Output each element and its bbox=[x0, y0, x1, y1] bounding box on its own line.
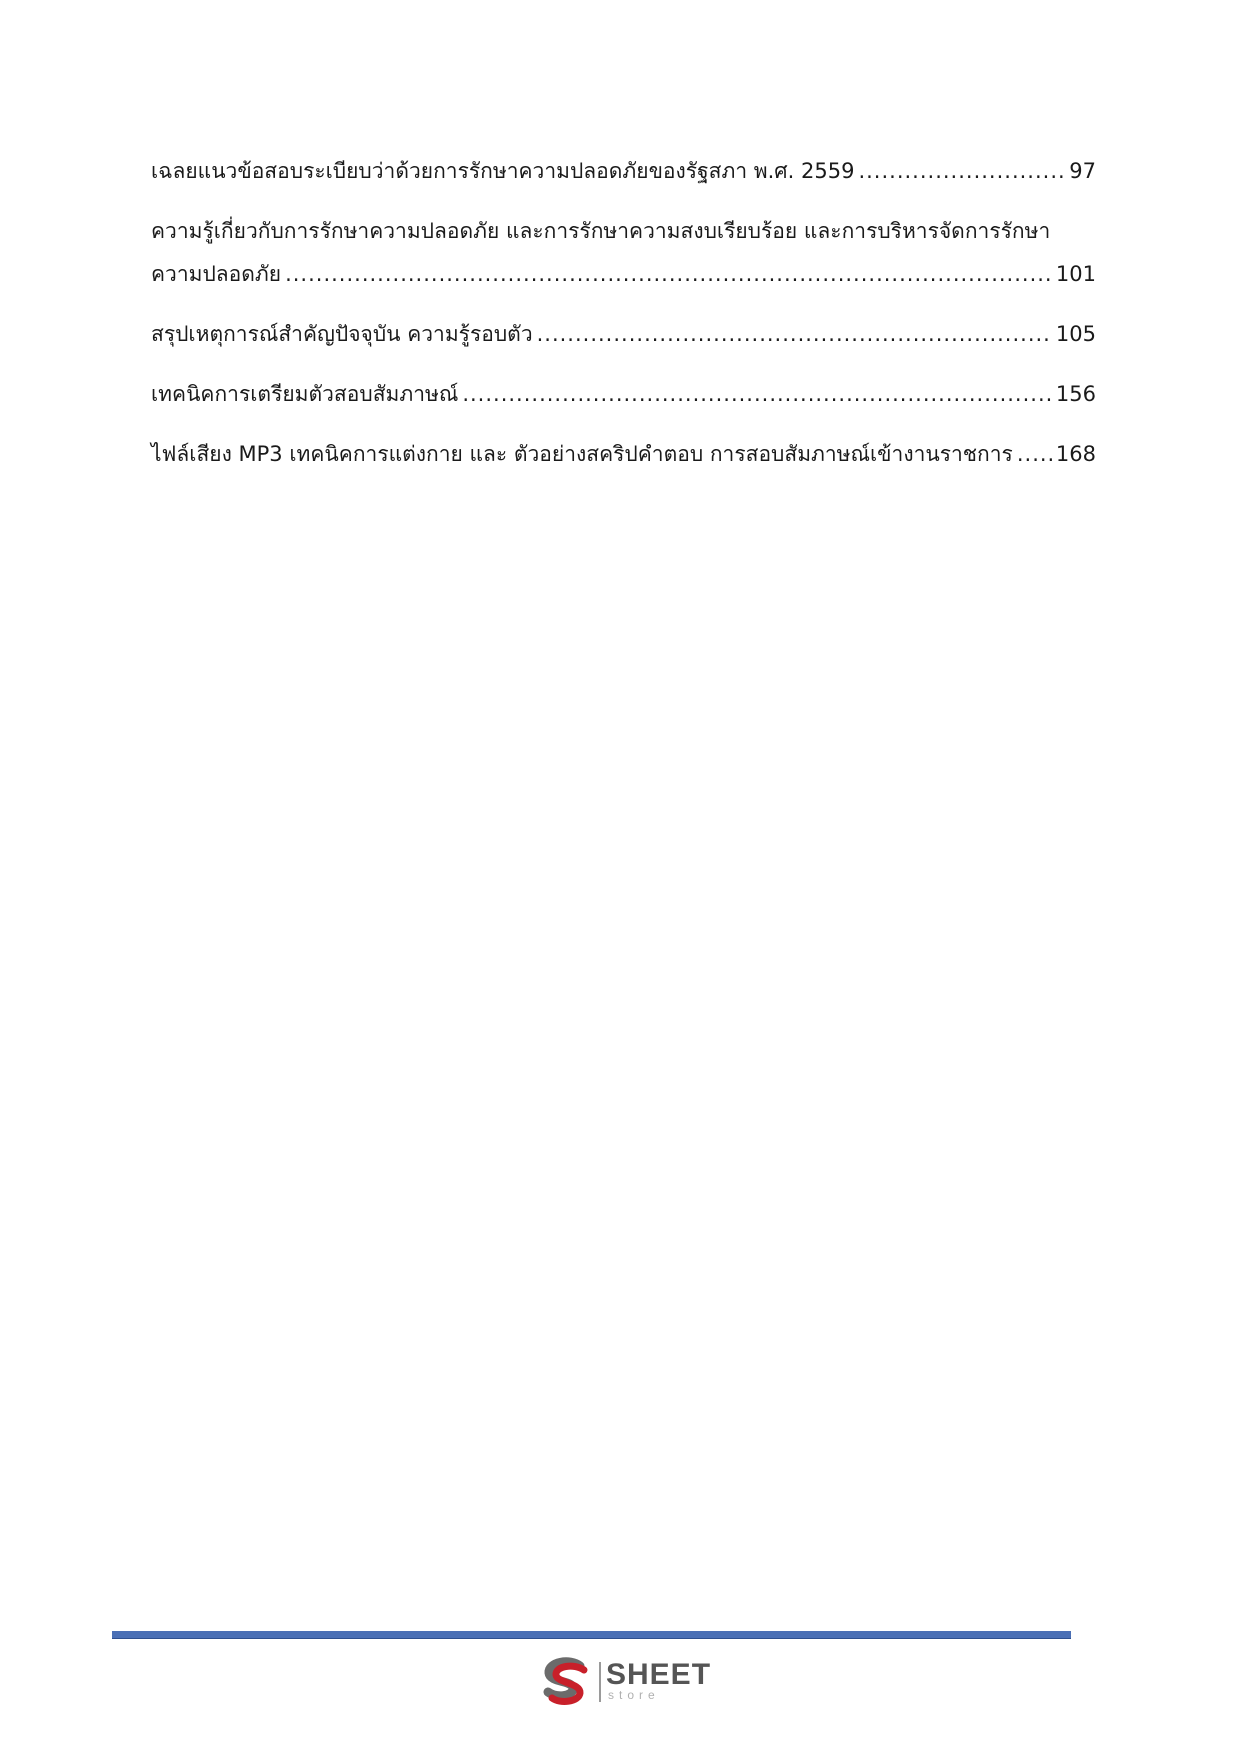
toc-entry-4[interactable] bbox=[151, 373, 1096, 416]
toc-dot-leader bbox=[285, 253, 1052, 296]
toc-page-number: 105 bbox=[1055, 322, 1096, 346]
toc-entry-5[interactable] bbox=[151, 433, 1096, 476]
toc-page-number: 156 bbox=[1055, 382, 1096, 406]
logo-subtext: store bbox=[608, 1688, 660, 1702]
toc-line bbox=[151, 433, 1096, 476]
sheet-store-s-icon bbox=[540, 1656, 592, 1708]
toc-line bbox=[151, 150, 1096, 193]
toc-title: เทคนิคการเตรียมตัวสอบสัมภาษณ์ bbox=[151, 382, 459, 406]
logo-wordmark: SHEET bbox=[606, 1658, 712, 1691]
toc-dot-leader bbox=[537, 313, 1052, 356]
logo-divider bbox=[599, 1662, 601, 1702]
toc-dot-leader bbox=[1017, 433, 1052, 476]
footer-rule bbox=[112, 1631, 1071, 1639]
toc-line bbox=[151, 373, 1096, 416]
toc-dot-leader bbox=[858, 150, 1065, 193]
toc-line bbox=[151, 313, 1096, 356]
toc-dot-leader bbox=[462, 373, 1052, 416]
toc-page-number: 97 bbox=[1069, 159, 1096, 183]
toc-entry-2[interactable] bbox=[151, 210, 1096, 296]
toc-title: ไฟล์เสียง MP3 เทคนิคการแต่งกาย และ ตัวอย่างสคริปคำตอบ การสอบสัมภาษณ์เข้างานราชการ bbox=[151, 442, 1013, 466]
toc-title: สรุปเหตุการณ์สำคัญปัจจุบัน ความรู้รอบตัว bbox=[151, 322, 533, 346]
table-of-contents bbox=[151, 150, 1096, 493]
toc-line bbox=[151, 253, 1096, 296]
sheet-store-logo bbox=[540, 1656, 710, 1708]
toc-entry-1[interactable] bbox=[151, 150, 1096, 193]
toc-title: เฉลยแนวข้อสอบระเบียบว่าด้วยการรักษาความปลอดภัยของรัฐสภา พ.ศ. 2559 bbox=[151, 159, 855, 183]
toc-title: ความปลอดภัย bbox=[151, 262, 282, 286]
toc-entry-3[interactable] bbox=[151, 313, 1096, 356]
toc-page-number: 101 bbox=[1055, 262, 1096, 286]
toc-title-line: ความรู้เกี่ยวกับการรักษาความปลอดภัย และการรักษาความสงบเรียบร้อย และการบริหารจัดการรักษา bbox=[151, 219, 1051, 243]
toc-page-number: 168 bbox=[1055, 442, 1096, 466]
